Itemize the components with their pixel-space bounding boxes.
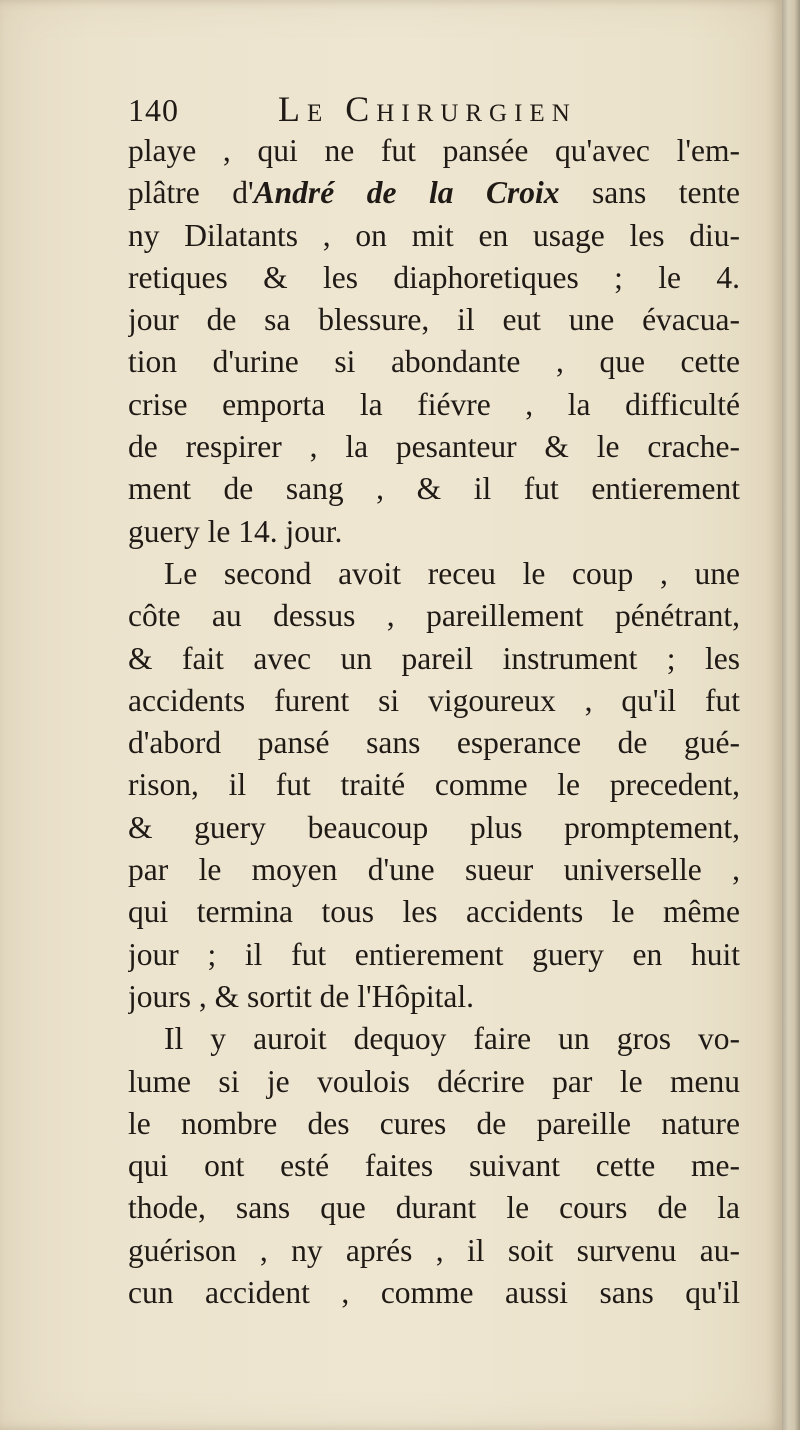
text-line: rison, il fut traité comme le precedent, (128, 767, 740, 803)
text-line: crise emporta la fiévre , la difficulté (128, 386, 740, 422)
text-line: guery le 14. jour. (128, 513, 343, 549)
text-line: ment de sang , & il fut entierement (128, 471, 740, 507)
text-line: & guery beaucoup plus promptement, (128, 809, 740, 845)
text-line: qui termina tous les accidents le même (128, 894, 740, 930)
text-line: cun accident , comme aussi sans qu'il (128, 1275, 740, 1311)
text-line: le nombre des cures de pareille nature (128, 1105, 740, 1141)
text-line: d'abord pansé sans esperance de gué- (128, 725, 740, 761)
text-line: jour de sa blessure, il eut une évacua- (128, 302, 740, 338)
page-header (128, 88, 740, 130)
page-number: 140 (128, 92, 179, 128)
text-line: & fait avec un pareil instrument ; les (128, 640, 740, 676)
page-text (128, 88, 740, 1314)
text-line: jours , & sortit de l'Hôpital. (128, 978, 475, 1014)
text-segment: sans tente (559, 175, 740, 211)
paragraph-start-line: Il y auroit dequoy faire un gros vo- (164, 1021, 740, 1057)
text-line: ny Dilatants , on mit en usage les diu- (128, 217, 740, 253)
running-head: Le Chirurgien (278, 89, 577, 129)
text-line: côte au dessus , pareillement pénétrant, (128, 598, 740, 634)
italic-name: André de la Croix (253, 175, 560, 211)
text-line: retiques & les diaphoretiques ; le 4. (128, 259, 740, 295)
page-edge (782, 0, 800, 1430)
text-line: thode, sans que durant le cours de la (128, 1190, 740, 1226)
text-line: de respirer , la pesanteur & le crache- (128, 429, 740, 465)
text-line: playe , qui ne fut pansée qu'avec l'em- (128, 133, 740, 168)
text-line: guérison , ny aprés , il soit survenu au- (128, 1232, 740, 1268)
text-segment: plâtre d' (128, 175, 254, 211)
text-line: par le moyen d'une sueur universelle , (128, 852, 740, 888)
text-line: tion d'urine si abondante , que cette (128, 344, 740, 380)
paragraph-start-line: Le second avoit receu le coup , une (164, 555, 740, 591)
text-line: lume si je voulois décrire par le menu (128, 1063, 740, 1099)
text-line (128, 172, 740, 214)
text-line: qui ont esté faites suivant cette me- (128, 1148, 740, 1184)
text-line: jour ; il fut entierement guery en huit (128, 936, 740, 972)
text-line: accidents furent si vigoureux , qu'il fut (128, 682, 740, 718)
